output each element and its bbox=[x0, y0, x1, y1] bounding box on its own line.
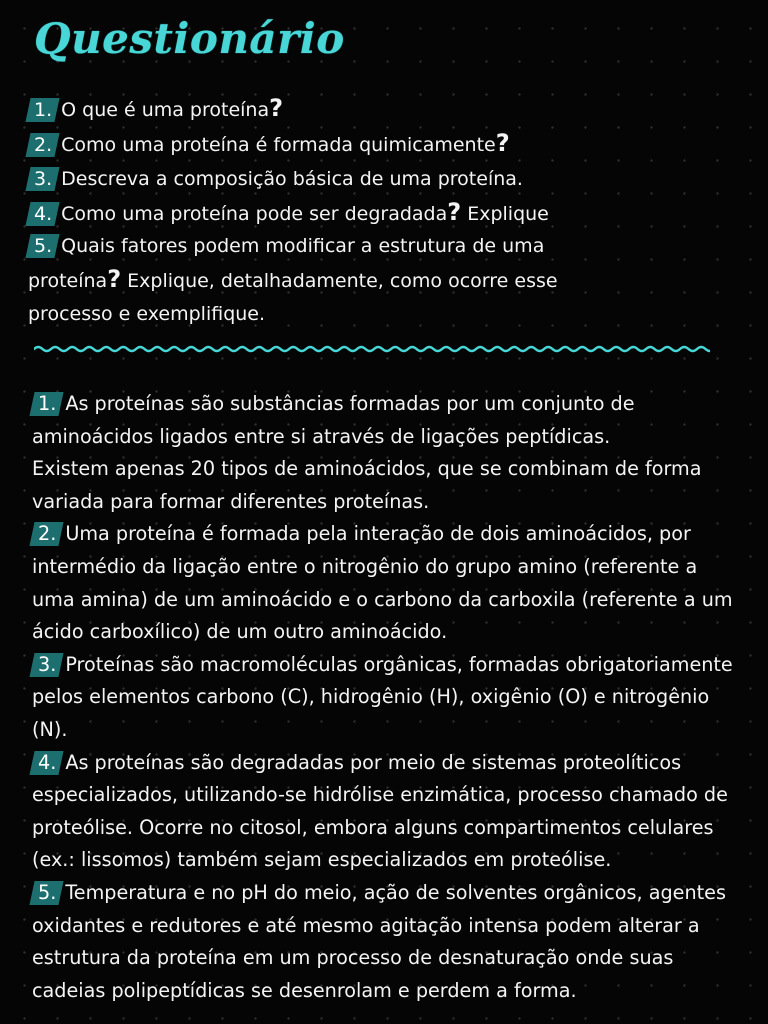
answer-number-badge: 1. bbox=[29, 392, 63, 416]
answer-number-badge: 5. bbox=[29, 881, 63, 905]
question-list bbox=[28, 92, 558, 330]
question-after-text: Explique, detalhadamente, como ocorre esse processo e exemplifique. bbox=[28, 269, 558, 325]
question-number-badge: 4. bbox=[25, 202, 59, 226]
answer-text: As proteínas são substâncias formadas por um conjunto de aminoácidos ligados entre si através de ligações peptídicas. bbox=[32, 392, 635, 448]
answer-text: Proteínas são macromoléculas orgânicas, formadas obrigatoriamente pelos elementos carbono (C), hidrogênio (H), oxigênio (O) e nitrogênio (N). bbox=[32, 652, 733, 741]
answer-number-badge: 4. bbox=[29, 751, 63, 775]
question-number-badge: 3. bbox=[25, 167, 59, 191]
question-text: Descreva a composição básica de uma proteína. bbox=[61, 168, 523, 191]
question-text: Como uma proteína pode ser degradada bbox=[61, 202, 448, 225]
question-text: O que é uma proteína bbox=[61, 99, 270, 121]
answer-number-badge: 3. bbox=[29, 653, 63, 677]
question-number-badge: 5. bbox=[25, 234, 59, 258]
question-item bbox=[28, 230, 558, 330]
answer-number-badge: 2. bbox=[29, 522, 63, 546]
question-text: Como uma proteína é formada quimicamente bbox=[61, 133, 496, 156]
question-item bbox=[28, 127, 558, 162]
question-number-badge: 1. bbox=[25, 98, 59, 122]
answer-text: Uma proteína é formada pela interação de dois aminoácidos, por intermédio da ligação entre o nitrogênio do grupo amino (referente a uma amina) de um aminoácido e o carbono da carboxila (referente a um ácido carboxílico) de um outro aminoácido. bbox=[32, 522, 733, 644]
question-item bbox=[28, 196, 558, 231]
question-mark: ? bbox=[107, 264, 122, 293]
answer-extra-text: Existem apenas 20 tipos de aminoácidos, que se combinam de forma variada para formar diferentes proteínas. bbox=[32, 457, 702, 513]
answer-text: Temperatura e no pH do meio, ação de solventes orgânicos, agentes oxidantes e redutores e até mesmo agitação intensa podem alterar a estrutura da proteína em um processo de desnaturação onde suas cadeias polipeptídicas se desenrolam e perdem a forma. bbox=[32, 880, 726, 1002]
question-item bbox=[28, 92, 558, 127]
page-title: Questionário bbox=[34, 14, 345, 63]
answer-item bbox=[32, 649, 744, 747]
question-number-badge: 2. bbox=[25, 133, 59, 157]
question-after-text: Explique bbox=[461, 202, 549, 225]
question-text: Quais fatores podem modificar a estrutura de uma proteína bbox=[28, 235, 545, 292]
answer-item bbox=[32, 518, 744, 648]
answer-list bbox=[32, 388, 744, 1007]
question-mark: ? bbox=[495, 128, 510, 157]
question-mark: ? bbox=[447, 197, 462, 226]
answer-item bbox=[32, 877, 744, 1007]
question-item bbox=[28, 161, 558, 196]
question-mark: ? bbox=[269, 94, 284, 122]
answer-text: As proteínas são degradadas por meio de sistemas proteolíticos especializados, utilizando-se hidrólise enzimática, processo chamado de proteólise. Ocorre no citosol, embora alguns compartimentos celulares (ex.: lissomos) também sejam especializados em proteólise. bbox=[32, 750, 728, 872]
answer-item bbox=[32, 388, 744, 518]
answer-item bbox=[32, 747, 744, 877]
wavy-divider bbox=[34, 338, 710, 360]
